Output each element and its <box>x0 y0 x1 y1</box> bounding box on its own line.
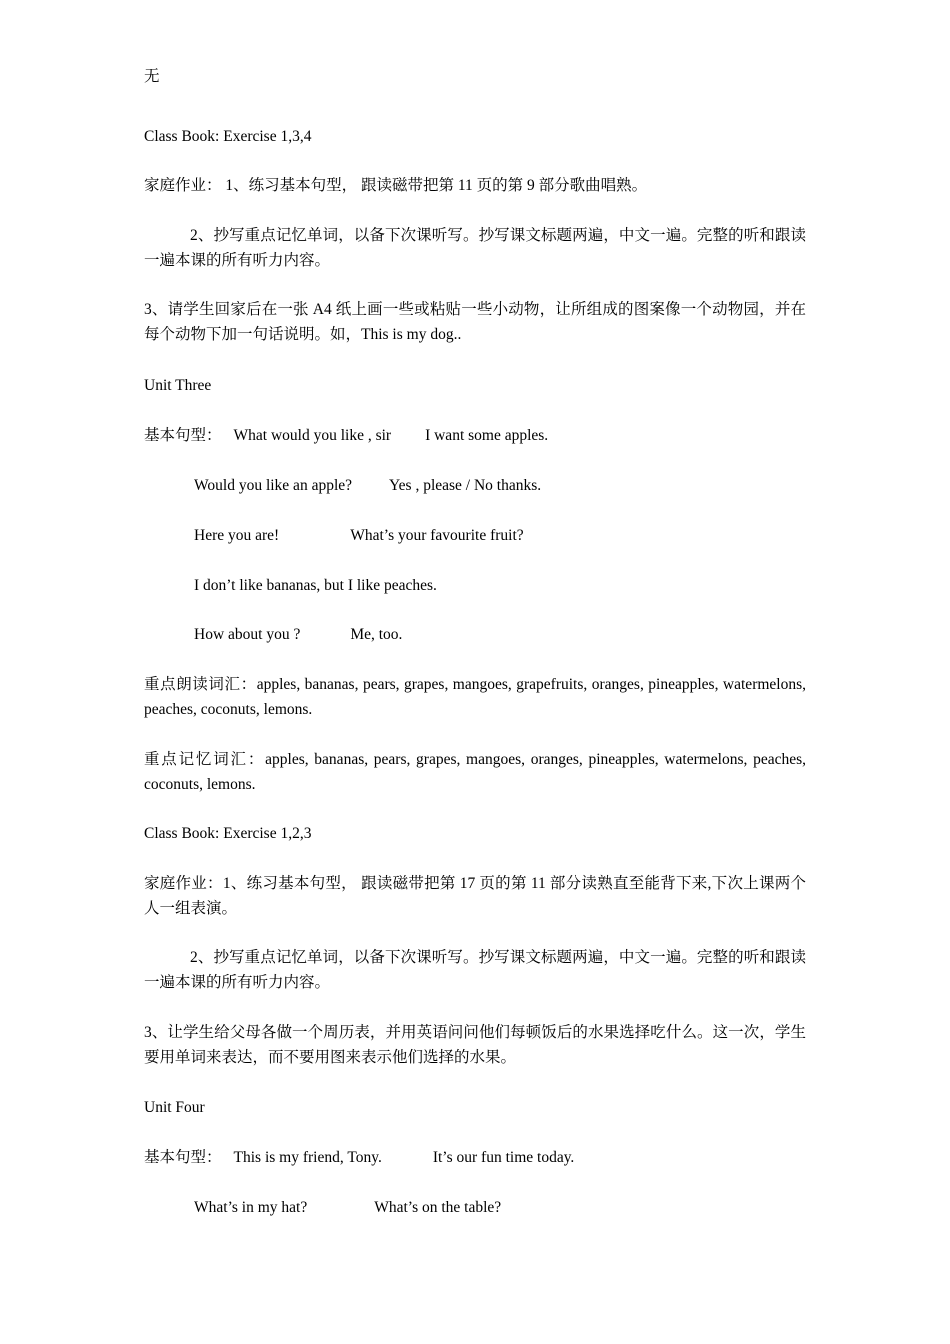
sentence-text: What’s on the table? <box>374 1199 502 1216</box>
memorize-vocabulary: 重点记忆词汇：apples, bananas, pears, grapes, mangoes, oranges, pineapples, watermelons, peaches, coconuts, lemons. <box>144 751 806 793</box>
reading-vocabulary: 重点朗读词汇：apples, bananas, pears, grapes, mangoes, grapefruits, oranges, pineapples, watermelons, peaches, coconuts, lemons. <box>144 676 806 718</box>
sentence-line <box>194 625 402 645</box>
exercise-line: Class Book: Exercise 1,3,4 <box>144 128 312 145</box>
homework-item-2: 2、抄写重点记忆单词，以备下次课听写。抄写课文标题两遍，中文一遍。完整的听和跟读一遍本课的所有听力内容。 <box>144 227 806 269</box>
sentence-text: Me, too. <box>350 626 403 643</box>
sentence-pattern-label: 基本句型： <box>144 1149 222 1166</box>
sentence-text: What would you like , sir <box>233 427 392 444</box>
sentence-text: It’s our fun time today. <box>432 1149 575 1166</box>
sentence-text: Yes , please / No thanks. <box>389 477 542 494</box>
sentence-text: This is my friend, Tony. <box>233 1149 382 1166</box>
exercise-line: Class Book: Exercise 1,2,3 <box>144 825 312 842</box>
sentence-line <box>194 526 524 546</box>
homework-item-2: 2、抄写重点记忆单词，以备下次课听写。抄写课文标题两遍，中文一遍。完整的听和跟读一遍本课的所有听力内容。 <box>144 949 806 991</box>
sentence-line <box>194 1198 501 1218</box>
sentence-line: I don’t like bananas, but I like peaches. <box>194 577 437 594</box>
sentence-text: What’s in my hat? <box>194 1199 308 1216</box>
sentence-text: Here you are! <box>194 527 280 544</box>
unit-heading: Unit Four <box>144 1099 205 1116</box>
sentence-text: Would you like an apple? <box>194 477 353 494</box>
homework-item-1: 家庭作业：1、练习基本句型， 跟读磁带把第 17 页的第 11 部分读熟直至能背下来,下次上课两个人一组表演。 <box>144 875 806 917</box>
sentence-text: What’s your favourite fruit? <box>350 527 524 544</box>
sentence-text: I want some apples. <box>425 427 549 444</box>
sentence-pattern-line <box>144 1148 574 1168</box>
text-line: 无 <box>144 68 160 85</box>
sentence-text: How about you ? <box>194 626 301 643</box>
sentence-line <box>194 476 541 496</box>
sentence-pattern-label: 基本句型： <box>144 427 222 444</box>
homework-item-3: 3、让学生给父母各做一个周历表，并用英语问问他们每顿饭后的水果选择吃什么。这一次，学生要用单词来表达，而不要用图来表示他们选择的水果。 <box>144 1024 806 1066</box>
unit-heading: Unit Three <box>144 377 212 394</box>
homework-item-3: 3、请学生回家后在一张 A4 纸上画一些或粘贴一些小动物，让所组成的图案像一个动物园，并在每个动物下加一句话说明。如，This is my dog.. <box>144 301 806 343</box>
homework-item-1: 家庭作业： 1、练习基本句型， 跟读磁带把第 11 页的第 9 部分歌曲唱熟。 <box>144 177 648 194</box>
sentence-pattern-line <box>144 426 548 446</box>
